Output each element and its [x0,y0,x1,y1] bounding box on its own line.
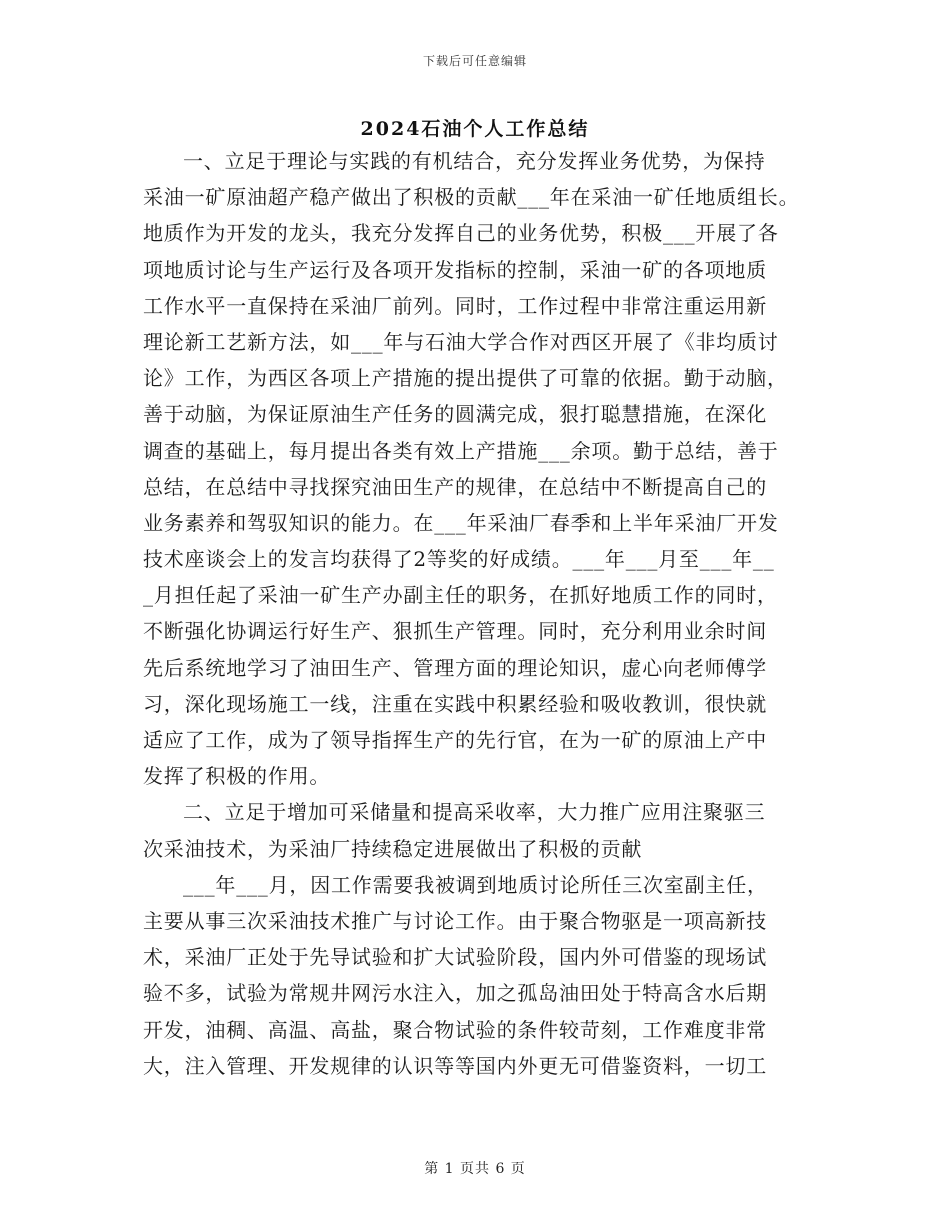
text-line: 适应了工作，成为了领导指挥生产的先行官，在为一矿的原油上产中 [143,728,767,752]
text-line: 业务素养和驾驭知识的能力。在___年采油厂春季和上半年采油厂开发 [143,510,779,535]
text-line: 总结，在总结中寻找探究油田生产的规律，在总结中不断提高自己的 [143,474,767,499]
document-body [143,143,815,1084]
text-line: 不断强化协调运行好生产、狠抓生产管理。同时，充分利用业余时间 [143,619,767,644]
page-footer: 第 1 页共 6 页 [424,1161,526,1177]
text-line: 开发，油稠、高温、高盐，聚合物试验的条件较苛刻，工作难度非常 [143,1017,767,1042]
text-line: 项地质讨论与生产运行及各项开发指标的控制，采油一矿的各项地质 [143,257,767,282]
text-line: 地质作为开发的龙头，我充分发挥自己的业务优势，积极___开展了各 [143,221,779,246]
text-line: 论》工作，为西区各项上产措施的提出提供了可靠的依据。勤于动脑， [143,366,788,391]
text-line: 验不多，试验为常规井网污水注入，加之孤岛油田处于特高含水后期 [143,981,767,1006]
text-line: 二、立足于增加可采储量和提高采收率，大力推广应用注聚驱三 [183,800,766,825]
text-line: 先后系统地学习了油田生产、管理方面的理论知识，虚心向老师傅学 [143,655,767,680]
text-line: 工作水平一直保持在采油厂前列。同时，工作过程中非常注重运用新 [143,293,767,318]
text-line: 采油一矿原油超产稳产做出了积极的贡献___年在采油一矿任地质组长。 [143,185,800,210]
text-line: ___年___月，因工作需要我被调到地质讨论所任三次室副主任， [183,872,768,897]
text-line: 调查的基础上，每月提出各类有效上产措施___余项。勤于总结，善于 [143,438,779,463]
text-line: 技术座谈会上的发言均获得了2等奖的好成绩。___年___月至___年__ [143,547,775,572]
text-line: 主要从事三次采油技术推广与讨论工作。由于聚合物驱是一项高新技 [143,908,767,933]
text-line: 理论新工艺新方法，如___年与石油大学合作对西区开展了《非均质讨 [143,329,779,354]
text-line: 一、立足于理论与实践的有机结合，充分发挥业务优势，为保持 [183,149,766,173]
text-line: _月担任起了采油一矿生产办副主任的职务，在抓好地质工作的同时， [143,583,778,608]
text-line: 次采油技术，为采油厂持续稳定进展做出了积极的贡献 [143,836,643,861]
text-line: 术，采油厂正处于先导试验和扩大试验阶段，国内外可借鉴的现场试 [143,945,767,970]
text-line: 善于动脑，为保证原油生产任务的圆满完成，狠打聪慧措施，在深化 [143,402,767,427]
page-header: 下载后可任意编辑 [422,54,527,68]
text-line: 大，注入管理、开发规律的认识等等国内外更无可借鉴资料，一切工 [143,1053,767,1078]
document-title: 2024石油个人工作总结 [360,118,590,140]
text-line: 习，深化现场施工一线，注重在实践中积累经验和吸收教训，很快就 [143,691,767,716]
text-line: 发挥了积极的作用。 [143,764,331,789]
